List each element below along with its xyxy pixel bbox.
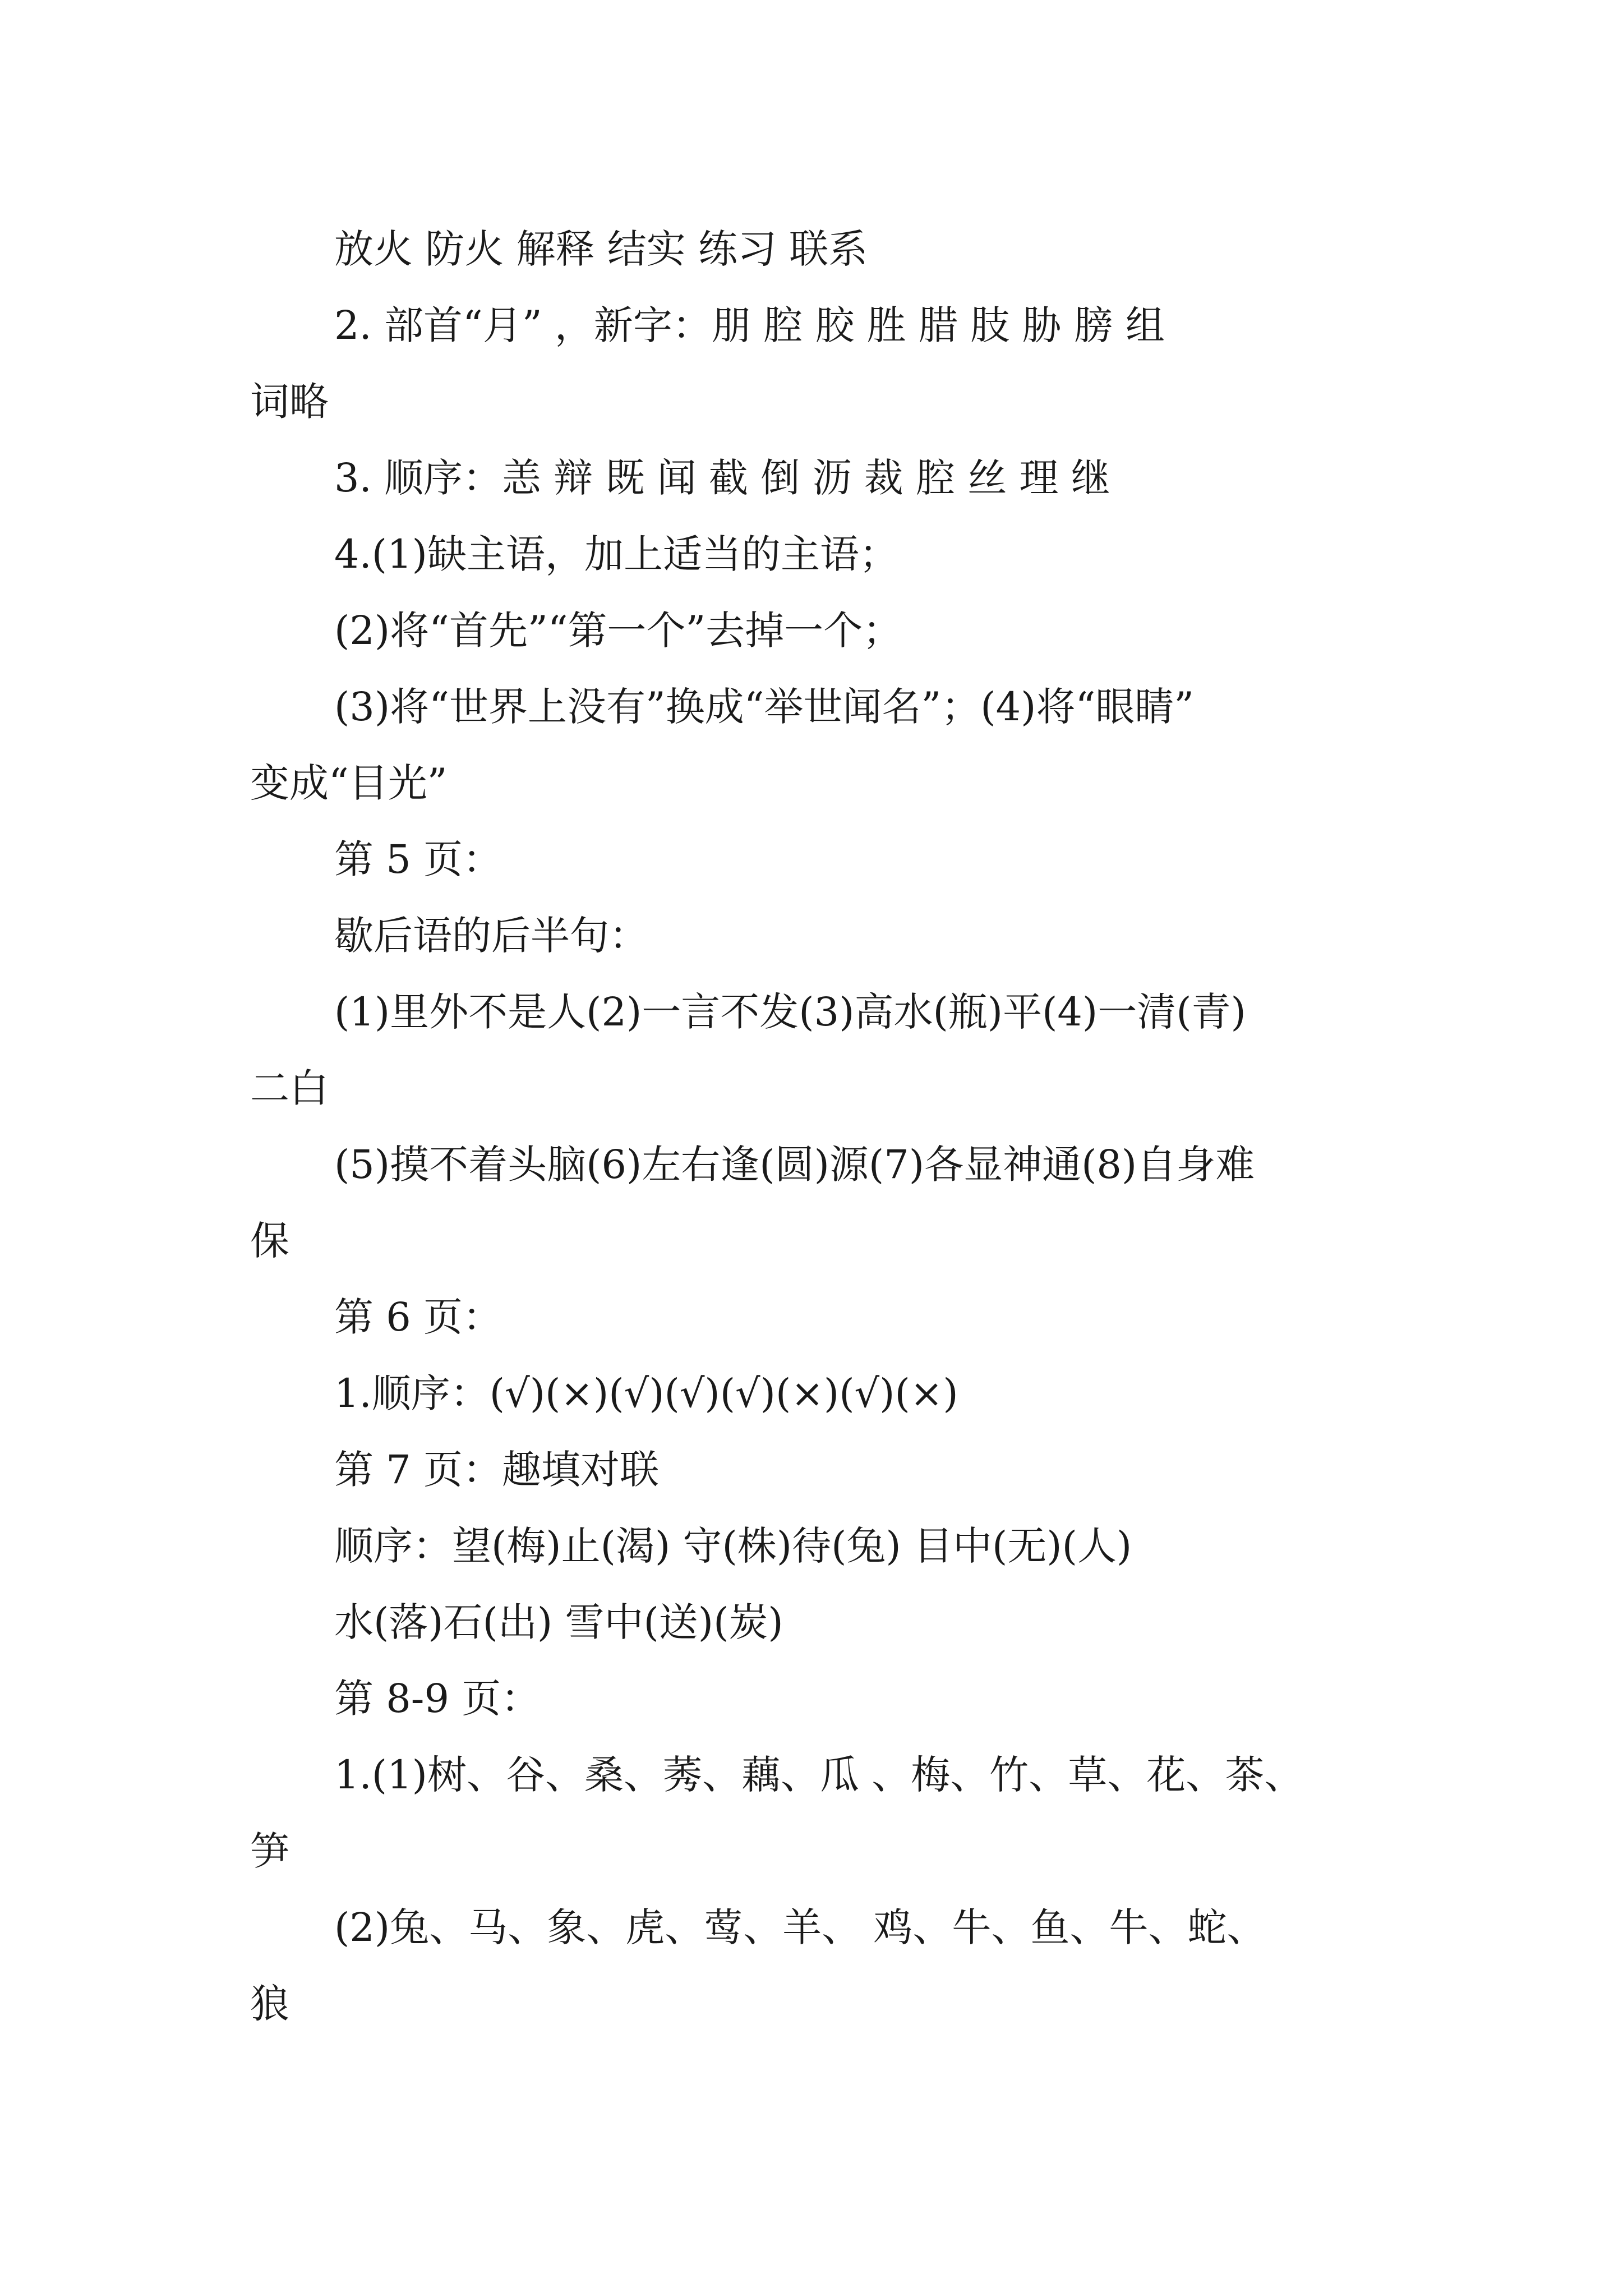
text-line: 歇后语的后半句： <box>334 913 648 959</box>
text-line: 4.(1)缺主语，加上适当的主语； <box>334 531 898 577</box>
text-line: 水(落)石(出) 雪中(送)(炭) <box>334 1599 783 1645</box>
text-line: 保 <box>250 1218 289 1264</box>
text-line: 二白 <box>250 1065 329 1111</box>
text-line: 放火 防火 解释 结实 练习 联系 <box>334 226 868 272</box>
text-line: 1.顺序：(√)(×)(√)(√)(√)(×)(√)(×) <box>334 1370 958 1416</box>
text-line: 2. 部首“月” ，新字：朋 腔 胶 胜 腊 肢 胁 膀 组 <box>334 302 1165 348</box>
document-body <box>250 211 1380 2042</box>
text-line: 变成“目光” <box>250 760 448 806</box>
text-line: (5)摸不着头脑(6)左右逢(圆)源(7)各显神通(8)自身难 <box>334 1142 1255 1188</box>
text-line: (1)里外不是人(2)一言不发(3)高水(瓶)平(4)一清(青) <box>334 989 1246 1035</box>
text-line: 笋 <box>250 1828 289 1874</box>
text-line: 3. 顺序：恙 辩 既 闻 截 倒 沥 裁 腔 丝 理 继 <box>334 455 1110 501</box>
text-line: 第 6 页： <box>334 1294 502 1340</box>
text-line: 顺序：望(梅)止(渴) 守(株)待(兔) 目中(无)(人) <box>334 1523 1132 1569</box>
text-line: (3)将“世界上没有”换成“举世闻名”；(4)将“眼睛” <box>334 684 1195 730</box>
text-line: 第 7 页：趣填对联 <box>334 1447 660 1493</box>
text-line: (2)将“首先”“第一个”去掉一个； <box>334 608 902 654</box>
text-line: 狼 <box>250 1981 289 2027</box>
text-line: 第 5 页： <box>334 836 502 882</box>
text-line: 1.(1)树、谷、桑、莠、藕、瓜 、梅、竹、草、花、茶、 <box>334 1752 1304 1798</box>
text-line: (2)兔、马、象、虎、莺、羊、 鸡、牛、鱼、牛、蛇、 <box>334 1904 1266 1950</box>
text-line: 词略 <box>250 379 329 425</box>
text-line: 第 8-9 页： <box>334 1676 541 1722</box>
